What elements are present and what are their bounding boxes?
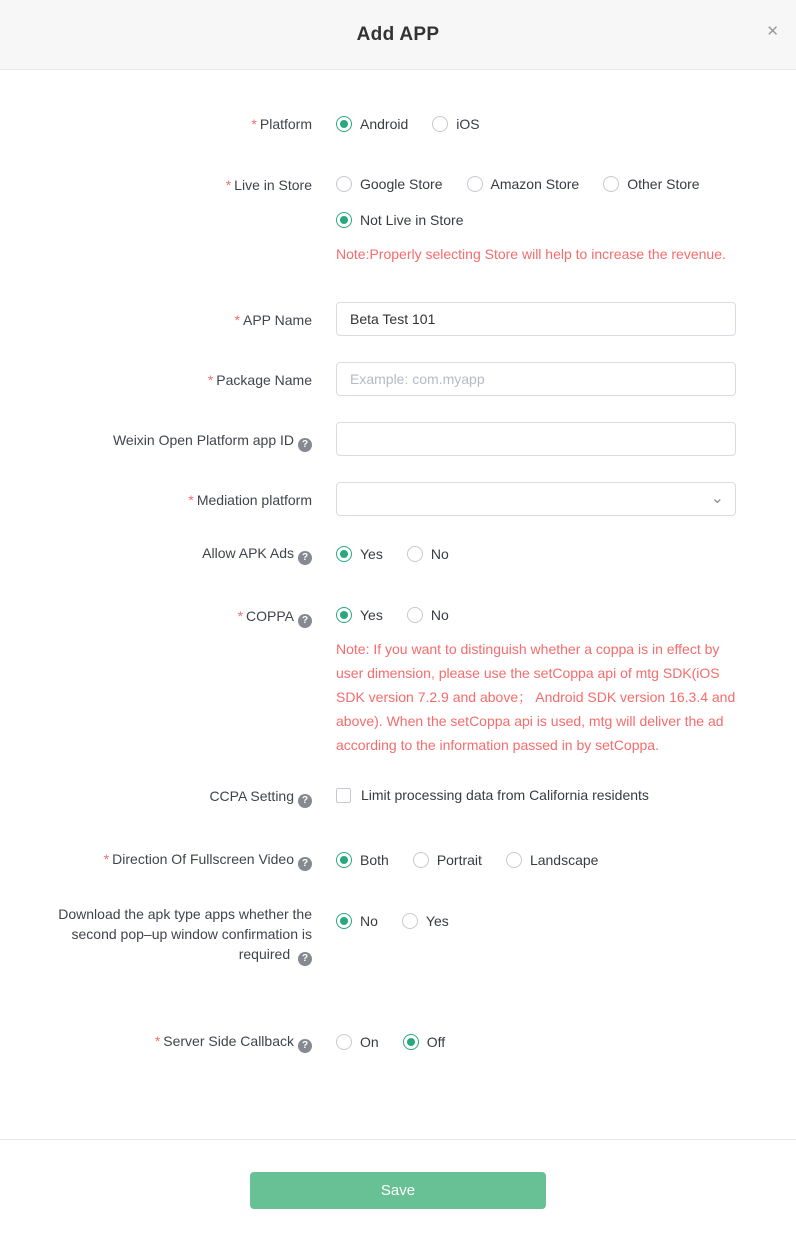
- radio-direction-portrait[interactable]: [413, 850, 482, 870]
- app-name-label: [40, 302, 312, 336]
- server-callback-label: [40, 1030, 312, 1053]
- platform-label-text: Platform: [259, 116, 312, 132]
- required-mark: *: [207, 372, 214, 388]
- form-row-direction: [40, 848, 734, 871]
- form-row-app-name: [40, 302, 734, 336]
- apk-popup-label-text: Download the apk type apps whether the second pop–up window confirmation is required: [58, 906, 312, 962]
- radio-circle: [413, 852, 429, 868]
- radio-circle: [506, 852, 522, 868]
- coppa-note: Note: If you want to distinguish whether a coppa is in effect by user dimension, please use the setCoppa api of mtg SDK(iOS SDK version 7.2.9 and above； Android SDK version 16.3.4 and above). When the setCoppa api is used, mtg will deliver the ad according to the information passed in by setCoppa.: [336, 641, 736, 753]
- radio-label: Portrait: [436, 851, 482, 868]
- radio-label: Amazon Store: [490, 176, 580, 192]
- radio-direction-landscape[interactable]: [506, 850, 599, 870]
- server-callback-label-text: Server Side Callback: [163, 1033, 294, 1049]
- ccpa-label: [40, 785, 312, 808]
- app-name-input[interactable]: [336, 302, 736, 336]
- radio-allow-apk-yes[interactable]: [336, 544, 383, 564]
- store-options-line-2: [336, 210, 736, 230]
- server-callback-options: [336, 1030, 736, 1053]
- form-row-allow-apk-ads: [40, 542, 734, 565]
- radio-label: Other Store: [627, 176, 700, 192]
- platform-label: [40, 113, 312, 134]
- radio-coppa-yes[interactable]: [336, 605, 383, 625]
- app-name-label-text: APP Name: [243, 312, 312, 328]
- form-row-ccpa: [40, 785, 734, 808]
- direction-label-text: Direction Of Fullscreen Video: [112, 851, 294, 867]
- required-mark: *: [225, 177, 232, 193]
- radio-label: Yes: [360, 545, 383, 562]
- form-row-apk-popup: [40, 903, 734, 966]
- direction-options: [336, 848, 736, 871]
- allow-apk-ads-label-text: Allow APK Ads: [202, 545, 294, 561]
- radio-circle: [336, 546, 352, 562]
- radio-amazon-store[interactable]: [467, 174, 580, 194]
- form-row-coppa: [40, 605, 734, 757]
- allow-apk-ads-options: [336, 542, 736, 565]
- required-mark: *: [188, 492, 194, 508]
- live-in-store-options: [336, 174, 736, 266]
- live-in-store-label: [40, 174, 312, 266]
- radio-label: Yes: [360, 607, 383, 623]
- required-mark: *: [103, 851, 110, 867]
- ccpa-control: [336, 785, 736, 808]
- weixin-app-id-control: [336, 422, 736, 456]
- help-icon[interactable]: ?: [298, 857, 312, 871]
- radio-direction-both[interactable]: [336, 850, 389, 870]
- radio-apk-popup-no[interactable]: [336, 911, 378, 931]
- form-row-platform: [40, 113, 734, 134]
- required-mark: *: [237, 608, 244, 624]
- coppa-label: [40, 605, 312, 757]
- radio-label: iOS: [456, 115, 480, 132]
- mediation-platform-label-text: Mediation platform: [196, 492, 312, 508]
- package-name-label: [40, 362, 312, 396]
- direction-label: [40, 848, 312, 871]
- platform-options: [336, 113, 736, 134]
- radio-circle: [467, 176, 483, 192]
- mediation-platform-label: [40, 482, 312, 516]
- help-icon[interactable]: ?: [298, 1039, 312, 1053]
- checkbox-label: Limit processing data from California residents: [361, 787, 649, 803]
- radio-not-live-in-store[interactable]: [336, 210, 464, 230]
- modal-footer: [0, 1139, 796, 1236]
- radio-label: Google Store: [360, 176, 443, 192]
- radio-label: Not Live in Store: [360, 212, 464, 228]
- help-icon[interactable]: ?: [298, 551, 312, 565]
- radio-coppa-no[interactable]: [407, 605, 449, 625]
- required-mark: *: [251, 116, 257, 132]
- form-row-weixin-app-id: [40, 422, 734, 456]
- chevron-down-icon: ⌄: [710, 490, 724, 507]
- radio-google-store[interactable]: [336, 174, 443, 194]
- mediation-platform-control: [336, 482, 736, 516]
- form-row-live-in-store: [40, 174, 734, 266]
- weixin-app-id-label-text: Weixin Open Platform app ID: [112, 432, 294, 448]
- radio-ios[interactable]: [432, 114, 479, 134]
- required-mark: *: [234, 312, 240, 328]
- radio-circle: [336, 176, 352, 192]
- ccpa-label-text: CCPA Setting: [209, 788, 294, 804]
- coppa-control: [336, 605, 736, 757]
- checkbox-box: [336, 788, 351, 803]
- radio-circle: [336, 212, 352, 228]
- weixin-app-id-label: [40, 422, 312, 456]
- radio-label: On: [360, 1033, 379, 1050]
- radio-circle: [336, 1034, 352, 1050]
- radio-circle: [336, 116, 352, 132]
- coppa-label-text: COPPA: [246, 608, 294, 624]
- package-name-input[interactable]: [336, 362, 736, 396]
- radio-label: Both: [360, 851, 389, 868]
- radio-circle: [407, 607, 423, 623]
- radio-callback-on[interactable]: [336, 1032, 379, 1052]
- allow-apk-ads-label: [40, 542, 312, 565]
- package-name-control: [336, 362, 736, 396]
- save-button[interactable]: Save: [250, 1172, 546, 1209]
- radio-circle: [402, 913, 418, 929]
- form-row-package-name: [40, 362, 734, 396]
- close-icon[interactable]: ✕: [766, 23, 779, 40]
- radio-label: No: [430, 607, 449, 623]
- radio-android[interactable]: [336, 114, 408, 134]
- modal-header: [0, 0, 796, 70]
- radio-circle: [336, 607, 352, 623]
- help-icon[interactable]: ?: [298, 794, 312, 808]
- radio-circle: [336, 852, 352, 868]
- package-name-label-text: Package Name: [216, 372, 312, 388]
- app-name-control: [336, 302, 736, 336]
- modal-body: [0, 70, 796, 1053]
- radio-circle: [403, 1034, 419, 1050]
- radio-circle: [432, 116, 448, 132]
- radio-allow-apk-no[interactable]: [407, 544, 449, 564]
- radio-label: No: [360, 913, 378, 929]
- form-row-server-callback: [40, 1030, 734, 1053]
- radio-circle: [603, 176, 619, 192]
- store-note: Note:Properly selecting Store will help to increase the revenue.: [336, 246, 726, 262]
- radio-circle: [407, 546, 423, 562]
- mediation-platform-select[interactable]: [336, 482, 736, 516]
- ccpa-checkbox[interactable]: [336, 785, 649, 805]
- weixin-app-id-input[interactable]: [336, 422, 736, 456]
- live-in-store-label-text: Live in Store: [234, 177, 312, 193]
- form-row-mediation-platform: [40, 482, 734, 516]
- radio-label: Off: [426, 1033, 446, 1050]
- radio-apk-popup-yes[interactable]: [402, 911, 449, 931]
- modal-title: Add APP: [356, 23, 440, 45]
- radio-label: Landscape: [529, 851, 599, 868]
- apk-popup-options: [336, 903, 736, 966]
- apk-popup-label: [40, 903, 312, 966]
- radio-label: No: [430, 545, 449, 562]
- required-mark: *: [154, 1033, 161, 1049]
- radio-label: Android: [360, 115, 409, 132]
- radio-other-store[interactable]: [603, 174, 699, 194]
- radio-callback-off[interactable]: [403, 1032, 445, 1052]
- help-icon[interactable]: ?: [298, 438, 312, 452]
- radio-label: Yes: [425, 913, 449, 929]
- help-icon[interactable]: ?: [298, 952, 312, 966]
- help-icon[interactable]: ?: [298, 614, 312, 628]
- radio-circle: [336, 913, 352, 929]
- store-options-line-1: [336, 174, 736, 194]
- coppa-options: [336, 605, 736, 625]
